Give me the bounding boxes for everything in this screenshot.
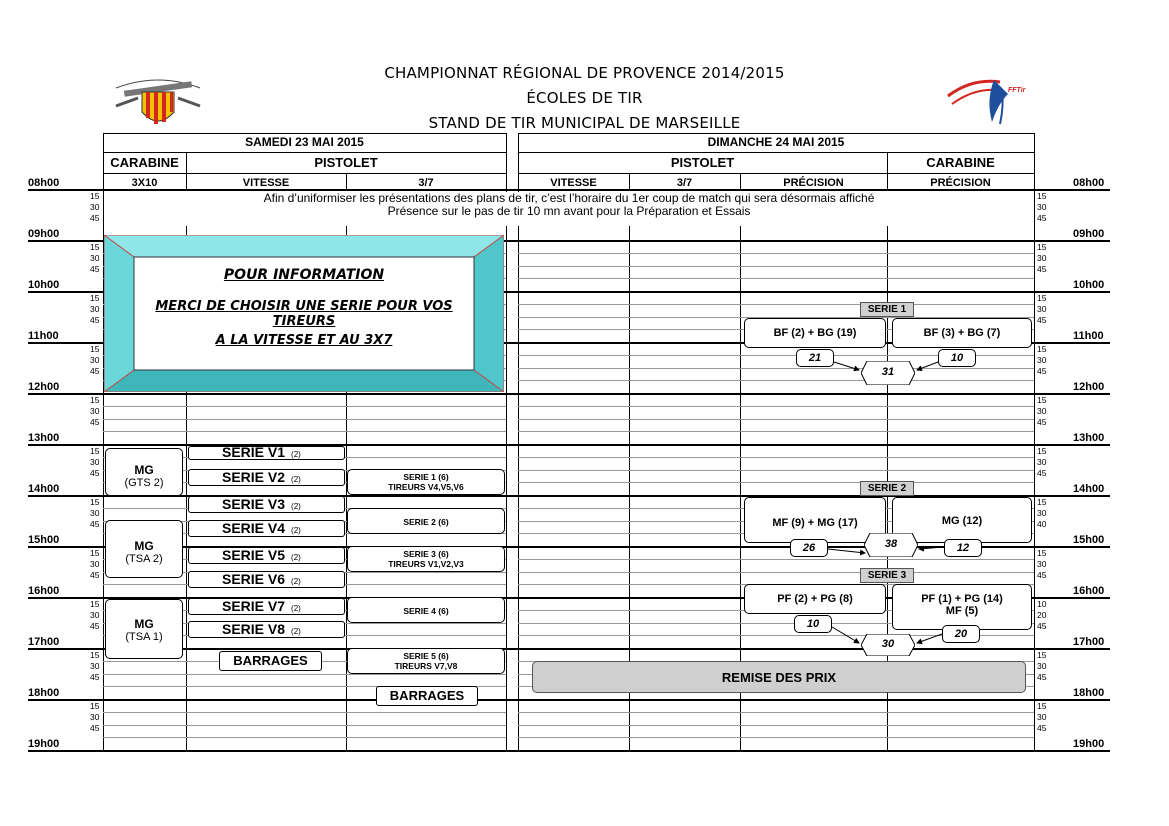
quarter-label-left: 15	[90, 650, 100, 660]
hour-label-right: 15h00	[1073, 534, 1105, 546]
col-precision-carabine: PRÉCISION	[930, 177, 991, 189]
sunday-serie-3-left: PF (2) + PG (8)	[744, 584, 886, 614]
quarter-label-left: 15	[90, 191, 100, 201]
hour-label-right: 14h00	[1073, 483, 1105, 495]
quarter-label-right: 30	[1037, 304, 1047, 314]
quarter-label-left: 45	[90, 723, 100, 733]
quarter-label-left: 30	[90, 355, 100, 365]
hour-label-right: 08h00	[1073, 177, 1105, 189]
mg-box-tsa1: MG (TSA 1)	[105, 599, 183, 659]
sunday-serie-1-total: 31	[861, 361, 915, 385]
quarter-label-left: 15	[90, 242, 100, 252]
quarter-label-left: 45	[90, 468, 100, 478]
quarter-label-left: 45	[90, 366, 100, 376]
quarter-label-left: 15	[90, 548, 100, 558]
quarter-label-left: 45	[90, 570, 100, 580]
quarter-label-left: 30	[90, 253, 100, 263]
hour-label-right: 11h00	[1073, 330, 1104, 342]
serie-37-4: SERIE 4 (6)	[347, 597, 505, 623]
quarter-label-right: 30	[1037, 355, 1047, 365]
quarter-label-right: 15	[1037, 242, 1047, 252]
sunday-serie-1-left-count: 21	[796, 349, 834, 367]
quarter-label-right: 30	[1037, 406, 1047, 416]
discipline-carabine-sat: CARABINE	[110, 155, 179, 170]
quarter-label-left: 15	[90, 446, 100, 456]
sunday-serie-2-left-count: 26	[790, 539, 828, 557]
hour-label-right: 17h00	[1073, 636, 1105, 648]
quarter-label-right: 15	[1037, 701, 1047, 711]
page-location: STAND DE TIR MUNICIPAL DE MARSEILLE	[428, 114, 741, 132]
hour-label-right: 12h00	[1073, 381, 1105, 393]
quarter-label-right: 15	[1037, 191, 1047, 201]
quarter-label-right: 45	[1037, 264, 1047, 274]
hour-label-left: 19h00	[28, 738, 60, 750]
quarter-label-left: 45	[90, 519, 100, 529]
hour-label-left: 16h00	[28, 585, 60, 597]
quarter-label-left: 30	[90, 508, 100, 518]
sunday-serie-1-right-count: 10	[938, 349, 976, 367]
quarter-label-left: 30	[90, 406, 100, 416]
sunday-serie-2-right: MG (12)	[892, 497, 1032, 543]
info-title: POUR INFORMATION	[223, 267, 385, 283]
info-line-1: MERCI DE CHOISIR UNE SERIE POUR VOS	[155, 299, 453, 314]
quarter-label-right: 15	[1037, 395, 1047, 405]
quarter-label-right: 30	[1037, 457, 1047, 467]
quarter-label-left: 30	[90, 712, 100, 722]
vitesse-serie-v8-label: SERIE V8 (2)	[222, 621, 301, 637]
notice-line-1: Afin d’uniformiser les présentations des plans de tir, c’est l’horaire du 1er coup de match qui sera désormais affiché	[263, 191, 875, 205]
barrages-vitesse: BARRAGES	[219, 651, 322, 671]
info-line-2: TIREURS	[272, 314, 336, 329]
quarter-label-left: 30	[90, 661, 100, 671]
quarter-label-right: 15	[1037, 548, 1047, 558]
quarter-label-right: 15	[1037, 650, 1047, 660]
quarter-label-left: 30	[90, 610, 100, 620]
quarter-label-right: 45	[1037, 315, 1047, 325]
quarter-label-right: 10	[1037, 599, 1047, 609]
sunday-serie-1-left: BF (2) + BG (19)	[744, 318, 886, 348]
quarter-label-left: 30	[90, 304, 100, 314]
sunday-serie-2-right-count: 12	[944, 539, 982, 557]
hour-label-left: 13h00	[28, 432, 60, 444]
quarter-label-left: 15	[90, 395, 100, 405]
mg-box-gts2: MG (GTS 2)	[105, 448, 183, 496]
hour-label-left: 12h00	[28, 381, 60, 393]
vitesse-serie-v1-label: SERIE V1 (2)	[222, 444, 301, 460]
serie-37-1: SERIE 1 (6) TIREURS V4,V5,V6	[347, 469, 505, 495]
quarter-label-left: 45	[90, 417, 100, 427]
col-vitesse-sun: VITESSE	[550, 177, 597, 189]
hour-label-left: 08h00	[28, 177, 60, 189]
hour-label-right: 16h00	[1073, 585, 1105, 597]
sunday-serie-3-right-count: 20	[942, 625, 980, 643]
quarter-label-left: 15	[90, 497, 100, 507]
quarter-label-left: 45	[90, 213, 100, 223]
quarter-label-right: 45	[1037, 570, 1047, 580]
quarter-label-right: 45	[1037, 213, 1047, 223]
serie-37-5: SERIE 5 (6) TIREURS V7,V8	[347, 648, 505, 674]
quarter-label-right: 45	[1037, 468, 1047, 478]
notice-line-2: Présence sur le pas de tir 10 mn avant pour la Préparation et Essais	[387, 204, 751, 218]
quarter-label-right: 45	[1037, 621, 1047, 631]
vitesse-serie-v5-label: SERIE V5 (2)	[222, 547, 301, 563]
quarter-label-right: 20	[1037, 610, 1047, 620]
remise-des-prix: REMISE DES PRIX	[532, 661, 1026, 693]
vitesse-serie-v3-label: SERIE V3 (2)	[222, 496, 301, 512]
quarter-label-right: 45	[1037, 366, 1047, 376]
sunday-serie-3-tag: SERIE 3	[860, 568, 914, 583]
vitesse-serie-v6-label: SERIE V6 (2)	[222, 571, 301, 587]
discipline-carabine-sun: CARABINE	[926, 155, 995, 170]
hour-label-right: 09h00	[1073, 228, 1105, 240]
hour-label-left: 10h00	[28, 279, 60, 291]
quarter-label-right: 15	[1037, 497, 1047, 507]
col-3x10: 3X10	[131, 177, 158, 189]
quarter-label-left: 30	[90, 202, 100, 212]
col-precision-pistolet: PRÉCISION	[783, 177, 844, 189]
hour-label-right: 10h00	[1073, 279, 1105, 291]
sunday-serie-3-right: PF (1) + PG (14) MF (5)	[892, 584, 1032, 630]
quarter-label-left: 15	[90, 701, 100, 711]
quarter-label-right: 40	[1037, 519, 1047, 529]
hour-label-left: 17h00	[28, 636, 60, 648]
quarter-label-left: 15	[90, 344, 100, 354]
hour-label-right: 19h00	[1073, 738, 1105, 750]
discipline-pistolet-sat: PISTOLET	[314, 155, 378, 170]
sunday-serie-2-tag: SERIE 2	[860, 481, 914, 496]
quarter-label-right: 30	[1037, 559, 1047, 569]
sunday-serie-2-left: MF (9) + MG (17)	[744, 497, 886, 543]
hour-label-left: 18h00	[28, 687, 60, 699]
quarter-label-left: 45	[90, 315, 100, 325]
serie-37-3: SERIE 3 (6) TIREURS V1,V2,V3	[347, 546, 505, 572]
quarter-label-left: 15	[90, 599, 100, 609]
hour-label-left: 11h00	[28, 330, 59, 342]
hour-label-left: 09h00	[28, 228, 60, 240]
page-title: CHAMPIONNAT RÉGIONAL DE PROVENCE 2014/2015	[384, 64, 785, 82]
quarter-label-right: 45	[1037, 723, 1047, 733]
quarter-label-left: 15	[90, 293, 100, 303]
quarter-label-left: 45	[90, 672, 100, 682]
vitesse-serie-v2-label: SERIE V2 (2)	[222, 469, 301, 485]
quarter-label-left: 30	[90, 559, 100, 569]
sunday-header: DIMANCHE 24 MAI 2015	[707, 135, 845, 149]
vitesse-serie-v7-label: SERIE V7 (2)	[222, 598, 301, 614]
sunday-serie-2-total: 38	[864, 533, 918, 557]
page-subtitle: ÉCOLES DE TIR	[526, 89, 643, 107]
quarter-label-right: 15	[1037, 446, 1047, 456]
mg-box-tsa2: MG (TSA 2)	[105, 520, 183, 578]
sunday-serie-3-left-count: 10	[794, 615, 832, 633]
sunday-serie-1-tag: SERIE 1	[860, 302, 914, 317]
quarter-label-right: 30	[1037, 253, 1047, 263]
quarter-label-left: 30	[90, 457, 100, 467]
quarter-label-right: 30	[1037, 508, 1047, 518]
hour-label-left: 15h00	[28, 534, 60, 546]
quarter-label-right: 30	[1037, 661, 1047, 671]
col-37-sat: 3/7	[418, 177, 434, 189]
saturday-header: SAMEDI 23 MAI 2015	[245, 135, 364, 149]
serie-37-2: SERIE 2 (6)	[347, 508, 505, 534]
barrages-37: BARRAGES	[376, 686, 478, 706]
quarter-label-left: 45	[90, 621, 100, 631]
hour-label-left: 14h00	[28, 483, 60, 495]
discipline-pistolet-sun: PISTOLET	[670, 155, 735, 170]
sunday-serie-1-right: BF (3) + BG (7)	[892, 318, 1032, 348]
quarter-label-left: 45	[90, 264, 100, 274]
sunday-serie-3-total: 30	[861, 634, 915, 656]
info-line-3: A LA VITESSE ET AU 3X7	[215, 333, 393, 348]
quarter-label-right: 30	[1037, 202, 1047, 212]
vitesse-serie-v4-label: SERIE V4 (2)	[222, 520, 301, 536]
svg-text:FFTir: FFTir	[1008, 87, 1026, 94]
quarter-label-right: 45	[1037, 417, 1047, 427]
quarter-label-right: 15	[1037, 293, 1047, 303]
quarter-label-right: 15	[1037, 344, 1047, 354]
col-37-sun: 3/7	[676, 177, 693, 189]
quarter-label-right: 30	[1037, 712, 1047, 722]
hour-label-right: 13h00	[1073, 432, 1105, 444]
hour-label-right: 18h00	[1073, 687, 1105, 699]
col-vitesse-sat: VITESSE	[242, 177, 290, 189]
quarter-label-right: 45	[1037, 672, 1047, 682]
